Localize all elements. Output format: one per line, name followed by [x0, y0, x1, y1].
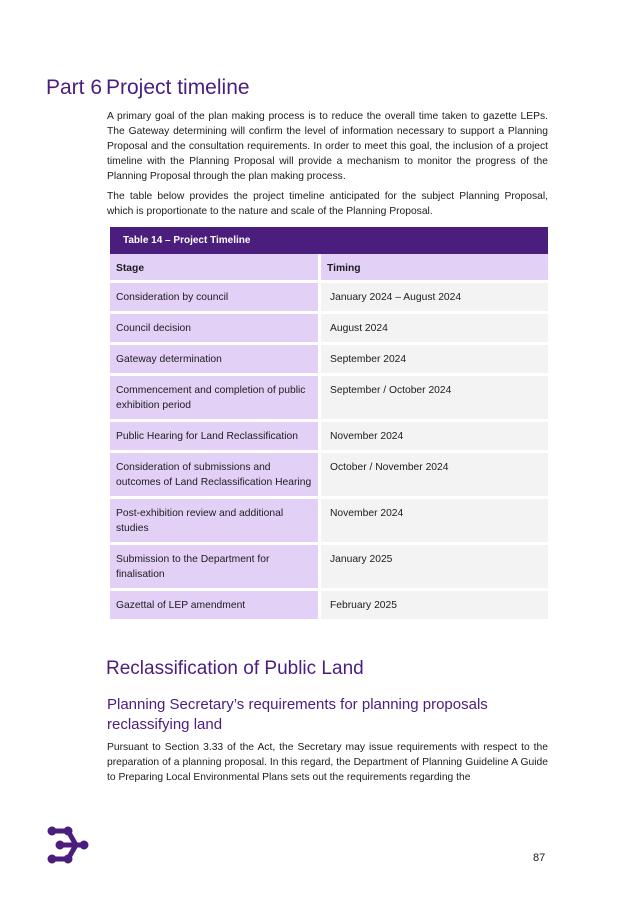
- project-timeline-table: [110, 227, 548, 622]
- stage-cell: Gazettal of LEP amendment: [110, 591, 321, 619]
- header-timing: Timing: [321, 254, 548, 280]
- goal-paragraph: A primary goal of the plan making process is to reduce the overall time taken to gazette LEPs. The Gateway determining will confirm the level of information necessary to support a Planning Proposal and the consultation requirements. In order to meet this goal, the inclusion of a project timeline with the Planning Proposal will provide a mechanism to monitor the progress of the Planning Proposal through the plan making process.: [107, 111, 548, 182]
- table-intro-paragraph: The table below provides the project timeline anticipated for the subject Planning Proposal, which is proportionate to the nature and scale of the Planning Proposal.: [107, 191, 548, 217]
- timing-cell: November 2024: [321, 499, 548, 542]
- page-number: 87: [533, 852, 546, 864]
- part-heading: [46, 76, 250, 100]
- table-row: [110, 376, 548, 419]
- table-row: [110, 545, 548, 588]
- timing-cell: January 2025: [321, 545, 548, 588]
- table-row: [110, 499, 548, 542]
- timing-cell: February 2025: [321, 591, 548, 619]
- part-title: Project timeline: [106, 76, 250, 99]
- section-subheading: Planning Secretary’s requirements for planning proposals reclassifying land: [107, 696, 488, 733]
- stage-cell: Public Hearing for Land Reclassification: [110, 422, 321, 450]
- timing-cell: September 2024: [321, 345, 548, 373]
- stage-cell: Commencement and completion of public exhibition period: [110, 376, 321, 419]
- stage-cell: Submission to the Department for finalisation: [110, 545, 321, 588]
- stage-cell: Consideration by council: [110, 283, 321, 311]
- section-paragraph: Pursuant to Section 3.33 of the Act, the Secretary may issue requirements with respect to the preparation of a planning proposal. In this regard, the Department of Planning Guideline A Guide to Preparing Local Environmental Plans sets out the requirements regarding the: [107, 742, 548, 783]
- timing-cell: January 2024 – August 2024: [321, 283, 548, 311]
- table-row: [110, 283, 548, 311]
- stage-cell: Council decision: [110, 314, 321, 342]
- table-row: [110, 453, 548, 496]
- brand-logo-icon: [46, 826, 90, 869]
- table-row: [110, 591, 548, 619]
- part-number: Part 6: [46, 76, 103, 99]
- table-row: [110, 422, 548, 450]
- stage-cell: Gateway determination: [110, 345, 321, 373]
- timing-cell: October / November 2024: [321, 453, 548, 496]
- table-caption: Table 14 – Project Timeline: [110, 227, 548, 254]
- timing-cell: September / October 2024: [321, 376, 548, 419]
- table-header-row: [110, 254, 548, 280]
- table-row: [110, 314, 548, 342]
- timing-cell: August 2024: [321, 314, 548, 342]
- stage-cell: Post-exhibition review and additional studies: [110, 499, 321, 542]
- timing-cell: November 2024: [321, 422, 548, 450]
- stage-cell: Consideration of submissions and outcomes of Land Reclassification Hearing: [110, 453, 321, 496]
- header-stage: Stage: [110, 254, 321, 280]
- table-row: [110, 345, 548, 373]
- section-heading: Reclassification of Public Land: [106, 658, 364, 679]
